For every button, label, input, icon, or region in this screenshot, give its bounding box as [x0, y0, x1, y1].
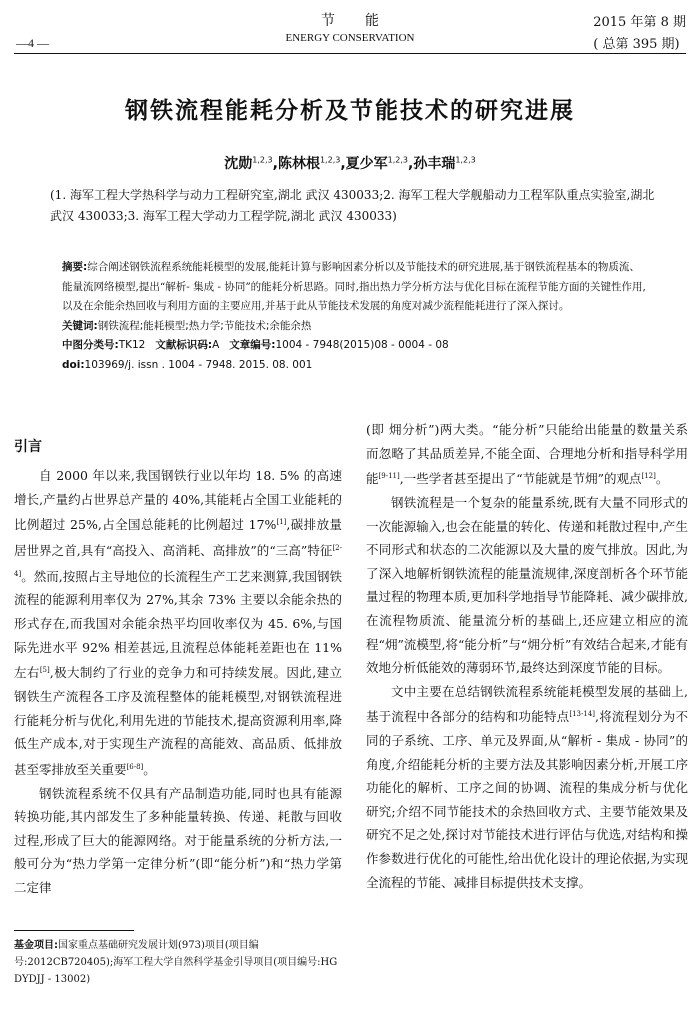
article-title: 钢铁流程能耗分析及节能技术的研究进展	[125, 98, 575, 124]
body-column-right	[366, 418, 688, 894]
issue-info	[593, 12, 686, 56]
author-affil-sup: 1,2,3	[252, 155, 273, 165]
paragraph	[14, 464, 342, 782]
affiliations: (1. 海军工程大学热科学与动力工程研究室,湖北 武汉 430033;2. 海军工程大学舰船动力工程军队重点实验室,湖北 武汉 430033;3. 海军工程大学动力工程学院,湖北 武汉 430033)	[50, 188, 655, 223]
paragraph-text: 。	[143, 761, 156, 777]
paragraph	[366, 680, 688, 895]
author-sep: ,	[408, 156, 414, 172]
paragraph-text: 文中主要在总结钢铁流程系统能耗模型发展的基础上,基于流程中各部分的结构和功能特点	[366, 683, 688, 725]
doi-label: doi:	[62, 358, 85, 371]
keywords-label: 关键词:	[62, 319, 98, 332]
citation: [5]	[39, 666, 50, 675]
paragraph-text: ,一些学者甚至提出了“节能就是节㶲”的观点	[399, 471, 642, 487]
paragraph	[366, 491, 688, 680]
paragraph	[366, 418, 688, 491]
paragraph-text: 自 2000 年以来,我国钢铁行业以年均 18. 5% 的高速增长,产量约占世界总产量的 40%,其能耗占全国工业能耗的比例超过 25%,占全国总能耗的比例超过 17%	[14, 468, 342, 533]
article-no-value: 1004 - 7948(2015)08 - 0004 - 08	[275, 339, 449, 351]
author-name: 陈林根	[277, 156, 320, 172]
article-no-label: 文章编号:	[229, 339, 276, 351]
citation: [13-14]	[569, 710, 596, 719]
doi-value: 103969/j. issn . 1004 - 7948. 2015. 08. 001	[84, 358, 313, 371]
journal-name-en: ENERGY CONSERVATION	[285, 32, 415, 44]
citation: [1]	[276, 518, 287, 527]
paragraph-text: 。然而,按照占主导地位的长流程生产工艺来测算,我国钢铁流程的能源利用率仅为 27%,其余 73% 主要以余能余热的形式存在,而我国对余能余热平均回收率仅为 45. 6%,与国际先进水平 92% 相差甚远,且流程总体能耗差距也在 11% 左右	[14, 568, 342, 681]
citation: [2-4]	[14, 543, 342, 578]
author-sep: ,	[272, 156, 278, 172]
paragraph-text: (即 㶲分析”)两大类。“能分析”只能给出能量的数量关系 而忽略了其品质差异,不能全面、合理地分析和指导科学用能	[366, 422, 688, 487]
paragraph-text: 。	[655, 471, 669, 487]
paragraph	[14, 782, 342, 900]
abstract-block	[62, 258, 650, 375]
issue-line-1: 2015 年第 8 期	[593, 15, 686, 30]
keywords: 钢铁流程;能耗模型;热力学;节能技术;余能余热	[97, 319, 312, 332]
doc-code-value: A	[212, 339, 220, 351]
page-number: —4 —	[16, 36, 49, 50]
abstract-text: 综合阐述钢铁流程系统能耗模型的发展,能耗计算与影响因素分析以及节能技术的研究进展,基于钢铁流程基本的物质流、能量流网络模型,提出“解析- 集成 - 协同”的能耗分析思路。同时,指出热力学分析方法与优化目标在流程节能方面的关键性作用,以及在余能余热回收与利用方面的主要应用,并基于此从节能技术发展的角度对减少流程能耗进行了深入探讨。	[62, 261, 646, 312]
footnote-divider	[14, 930, 134, 931]
funding-label: 基金项目:	[14, 940, 58, 951]
author-name: 沈勋	[224, 156, 253, 172]
paragraph-text: ,将流程划分为不同的子系统、工序、单元及界面,从“解析 - 集成 - 协同”的角度,介绍能耗分析的主要方法及其影响因素分析,开展工序功能化的解析、工序之间的协调、流程的集成分析与优化研究;介绍不同节能技术的余热回收方式、主要节能效果及研究不足之处,探讨对节能技术进行评估与优选,对结构和操作参数进行优化的可能性,给出优化设计的理论依据,为实现全流程的节能、减排目标提供技术支撑。	[366, 709, 688, 890]
abstract-label: 摘要:	[62, 261, 88, 273]
author-name: 孙丰瑞	[413, 156, 456, 172]
clc-value: TK12	[118, 339, 146, 351]
doc-code-label: 文献标识码:	[155, 339, 213, 351]
running-header	[220, 10, 480, 44]
author-affil-sup: 1,2,3	[319, 155, 341, 165]
body-column-left	[14, 464, 342, 899]
citation: [9-11]	[378, 472, 400, 481]
paragraph-text: ,极大制约了行业的竞争力和可持续发展。因此,建立钢铁生产流程各工序及流程整体的能耗模型,对钢铁流程进行能耗分析与优化,利用先进的节能技术,提高资源利用率,降低生产成本,对于实现生产流程的高能效、高品质、低排放甚至零排放至关重要	[14, 665, 342, 777]
clc-label: 中图分类号:	[62, 339, 119, 351]
paragraph-text: ,碳排放量居世界之首,具有“高投入、高消耗、高排放”的“三高”特征	[14, 517, 342, 559]
section-heading-introduction: 引言	[14, 439, 42, 455]
author-affil-sup: 1,2,3	[387, 155, 409, 165]
paragraph-text: 钢铁流程是一个复杂的能量系统,既有大量不同形式的一次能源输入,也会在能量的转化、传递和耗散过程中,产生不同形式和状态的二次能源以及大量的废气排放。因此,为了深入地解析钢铁流程的能量流规律,深度剖析各个环节能量过程的物理本质,更加科学地指导节能降耗、减少碳排放,在流程物质流、能量流分析的基础上,还应建立相应的流程“㶲”流模型,将“能分析”与“㶲分析”有效结合起来,才能有效地分析低能效的薄弱环节,最终达到深度节能的目标。	[366, 494, 688, 676]
paragraph-text: 钢铁流程系统不仅具有产品制造功能,同时也具有能源转换功能,其内部发生了多种能量转换、传递、耗散与回收过程,形成了巨大的能源网络。对于能量系统的分析方法,一般可分为“热力学第一定律分析”(即“能分析”)和“热力学第二定律	[14, 785, 342, 895]
journal-name-cn: 节能	[321, 13, 409, 29]
citation: [12]	[641, 472, 656, 481]
citation: [6-8]	[126, 762, 144, 771]
funding-text: 国家重点基础研究发展计划(973)项目(项目编号:2012CB720405);海军工程大学自然科学基金引导项目(项目编号:HG DYDJJ - 13002)	[14, 940, 338, 985]
funding-footnote	[14, 937, 344, 988]
header-divider	[14, 53, 686, 54]
author-sep: ,	[340, 156, 346, 172]
author-affil-sup: 1,2,3	[455, 155, 476, 165]
author-list	[0, 153, 700, 173]
author-name: 夏少军	[345, 156, 388, 172]
issue-line-2: ( 总第 395 期)	[593, 37, 680, 52]
